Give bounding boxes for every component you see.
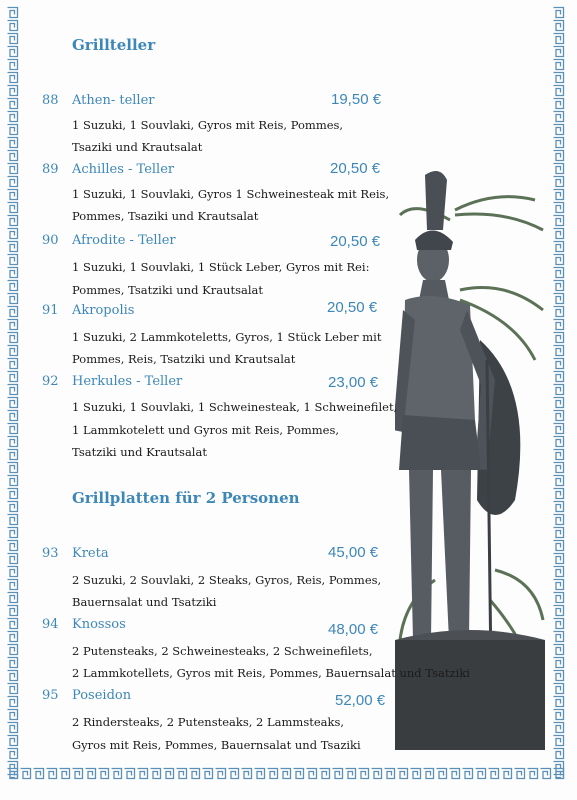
- item-number: 90: [42, 233, 59, 248]
- greek-key-border-left: [6, 6, 19, 778]
- item-name: Herkules - Teller: [72, 374, 183, 389]
- greek-key-border-right: [552, 6, 565, 778]
- item-price: 20,50 €: [327, 299, 378, 316]
- item-desc-line: 2 Rindersteaks, 2 Putensteaks, 2 Lammsteaks,: [72, 715, 345, 729]
- item-number: 92: [42, 374, 59, 389]
- item-desc-line: Pommes, Tsatziki und Krautsalat: [72, 283, 263, 297]
- item-desc-line: Bauernsalat und Tsatziki: [72, 595, 217, 609]
- section-title-grillplatten: Grillplatten für 2 Personen: [72, 489, 300, 507]
- item-name: Athen- teller: [72, 93, 155, 108]
- item-desc-line: 1 Suzuki, 2 Lammkoteletts, Gyros, 1 Stück Leber mit: [72, 330, 382, 344]
- item-name: Poseidon: [72, 688, 132, 703]
- item-desc-line: 1 Suzuki, 1 Souvlaki, Gyros mit Reis, Pommes,: [72, 118, 344, 132]
- item-desc-line: Tsatziki und Krautsalat: [72, 445, 207, 459]
- item-desc-line: Pommes, Reis, Tsatziki und Krautsalat: [72, 352, 296, 366]
- item-name: Afrodite - Teller: [72, 233, 176, 248]
- item-name: Knossos: [72, 617, 126, 632]
- item-desc-line: 1 Suzuki, 1 Souvlaki, 1 Schweinesteak, 1 Schweinefilet,: [72, 400, 398, 414]
- item-price: 20,50 €: [330, 233, 381, 250]
- item-desc-line: 1 Lammkotelett und Gyros mit Reis, Pommes,: [72, 423, 340, 437]
- item-name: Akropolis: [72, 303, 135, 318]
- item-desc-line: 1 Suzuki, 1 Souvlaki, Gyros 1 Schweinesteak mit Reis,: [72, 187, 390, 201]
- item-desc-line: 2 Putensteaks, 2 Schweinesteaks, 2 Schweinefilets,: [72, 644, 373, 658]
- item-number: 89: [42, 162, 59, 177]
- item-desc-line: 2 Suzuki, 2 Souvlaki, 2 Steaks, Gyros, Reis, Pommes,: [72, 573, 382, 587]
- item-desc-line: 2 Lammkotellets, Gyros mit Reis, Pommes, Bauernsalat und Tsatziki: [72, 666, 470, 680]
- item-desc-line: Tsaziki und Krautsalat: [72, 140, 203, 154]
- item-number: 91: [42, 303, 59, 318]
- item-name: Achilles - Teller: [72, 162, 175, 177]
- item-desc-line: 1 Suzuki, 1 Souvlaki, 1 Stück Leber, Gyros mit Rei:: [72, 260, 370, 274]
- item-price: 48,00 €: [328, 621, 379, 638]
- item-name: Kreta: [72, 546, 109, 561]
- item-number: 88: [42, 93, 59, 108]
- section-title-grillteller: Grillteller: [72, 36, 156, 54]
- greek-key-border-bottom: [6, 767, 565, 780]
- item-price: 52,00 €: [335, 692, 386, 709]
- item-price: 20,50 €: [330, 160, 381, 177]
- item-number: 94: [42, 617, 59, 632]
- item-price: 45,00 €: [328, 544, 379, 561]
- item-desc-line: Gyros mit Reis, Pommes, Bauernsalat und Tsaziki: [72, 738, 361, 752]
- item-price: 19,50 €: [331, 91, 382, 108]
- item-number: 93: [42, 546, 59, 561]
- item-number: 95: [42, 688, 59, 703]
- item-desc-line: Pommes, Tsaziki und Krautsalat: [72, 209, 259, 223]
- item-price: 23,00 €: [328, 374, 379, 391]
